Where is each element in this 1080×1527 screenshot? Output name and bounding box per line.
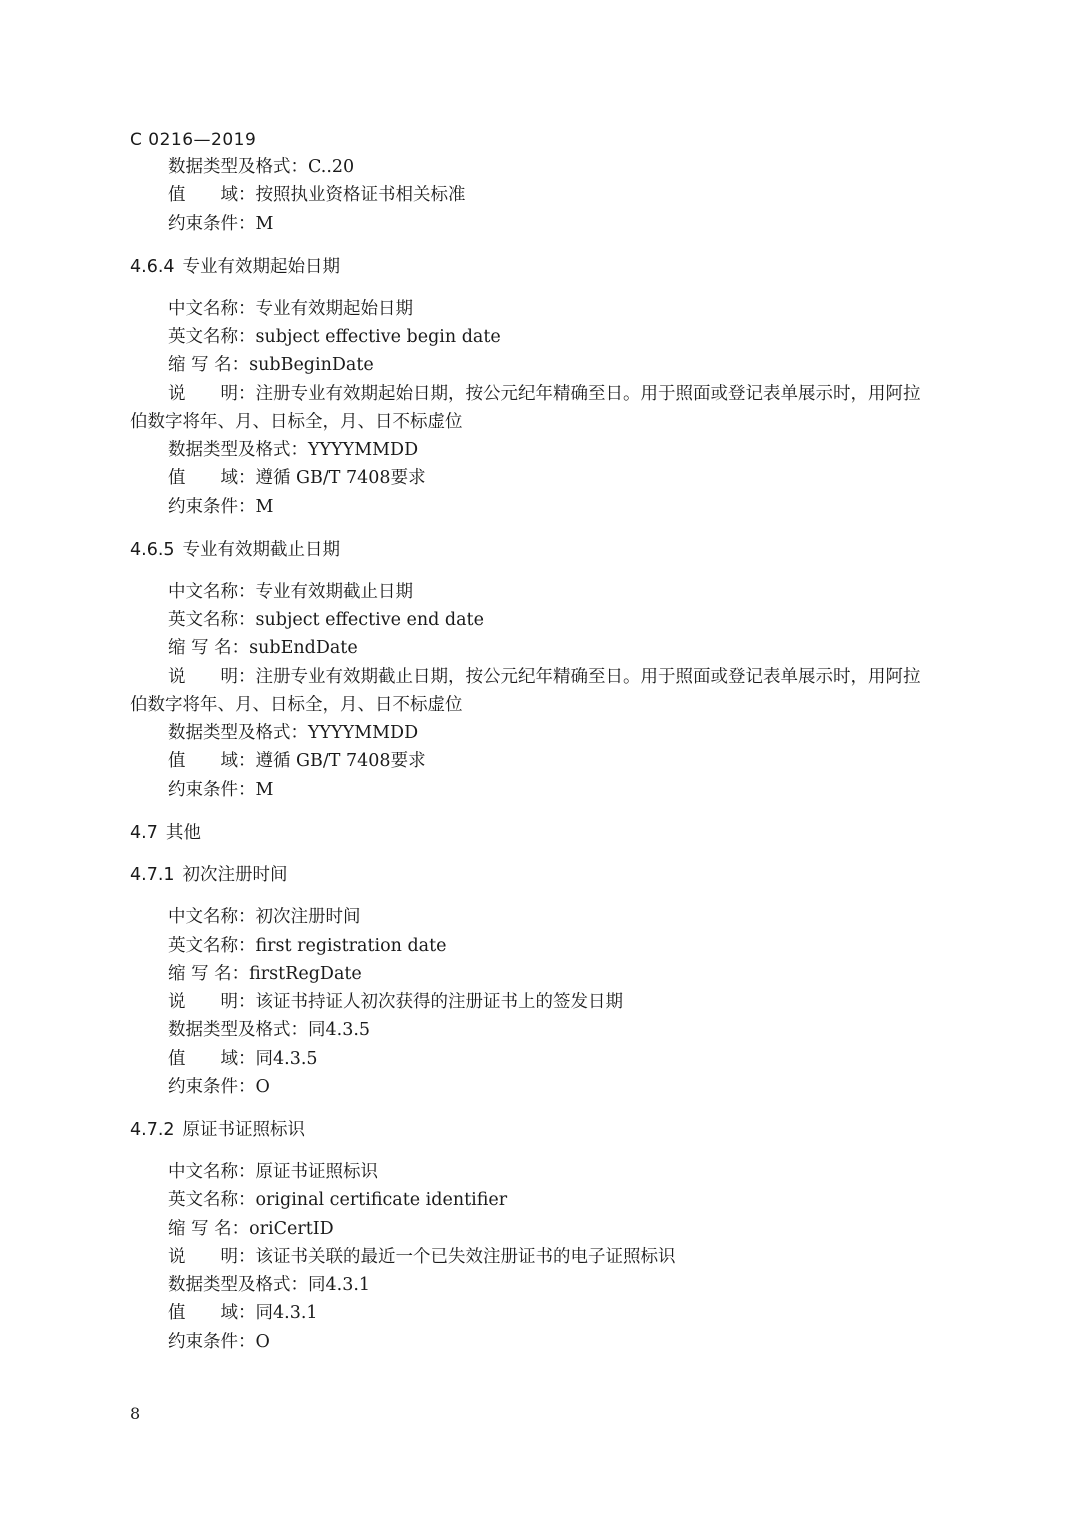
section-heading-4-7-2 [130, 1118, 305, 1142]
field-english-name: 英文名称：original certificate identifier [168, 1190, 508, 1210]
section-title: 其他 [165, 823, 201, 843]
field-value-domain: 值 域：同4.3.5 [168, 1049, 318, 1069]
section-heading-4-6-5 [130, 538, 340, 562]
field-constraint: 约束条件：M [168, 780, 274, 800]
field-chinese-name: 中文名称：初次注册时间 [168, 907, 361, 927]
field-constraint: 约束条件：M [168, 214, 274, 234]
field-value-domain: 值 域：按照执业资格证书相关标准 [168, 185, 466, 205]
field-abbreviation: 缩 写 名：subBeginDate [168, 355, 374, 375]
field-value-domain: 值 域：遵循 GB/T 7408要求 [168, 751, 426, 771]
page-number: 8 [130, 1404, 141, 1423]
field-constraint: 约束条件：O [168, 1332, 270, 1352]
field-constraint: 约束条件：M [168, 497, 274, 517]
section-number: 4.6.4 [130, 257, 175, 277]
standard-code: C 0216—2019 [130, 130, 257, 150]
field-data-format: 数据类型及格式：同4.3.5 [168, 1020, 371, 1040]
field-chinese-name: 中文名称：专业有效期截止日期 [168, 582, 413, 602]
field-abbreviation: 缩 写 名：subEndDate [168, 638, 358, 658]
field-data-format: 数据类型及格式：YYYYMMDD [168, 723, 419, 743]
field-english-name: 英文名称：subject effective begin date [168, 327, 501, 347]
section-title: 原证书证照标识 [182, 1120, 306, 1140]
field-description-cont: 伯数字将年、月、日标全，月、日不标虚位 [130, 412, 463, 432]
field-constraint: 约束条件：O [168, 1077, 270, 1097]
field-abbreviation: 缩 写 名：oriCertID [168, 1219, 334, 1239]
section-number: 4.7.1 [130, 865, 175, 885]
section-heading-4-7-1 [130, 863, 288, 887]
field-data-format: 数据类型及格式：YYYYMMDD [168, 440, 419, 460]
field-chinese-name: 中文名称：原证书证照标识 [168, 1162, 378, 1182]
field-abbreviation: 缩 写 名：firstRegDate [168, 964, 362, 984]
section-title: 初次注册时间 [182, 865, 288, 885]
field-english-name: 英文名称：subject effective end date [168, 610, 484, 630]
field-description: 说 明：该证书持证人初次获得的注册证书上的签发日期 [168, 992, 623, 1012]
field-description-cont: 伯数字将年、月、日标全，月、日不标虚位 [130, 695, 463, 715]
section-heading-4-7 [130, 821, 201, 845]
field-description: 说 明：注册专业有效期起始日期，按公元纪年精确至日。用于照面或登记表单展示时，用阿拉 [168, 384, 921, 404]
section-number: 4.7 [130, 823, 158, 843]
field-description: 说 明：该证书关联的最近一个已失效注册证书的电子证照标识 [168, 1247, 676, 1267]
field-description: 说 明：注册专业有效期截止日期，按公元纪年精确至日。用于照面或登记表单展示时，用阿拉 [168, 667, 921, 687]
section-number: 4.6.5 [130, 540, 175, 560]
section-title: 专业有效期起始日期 [182, 257, 341, 277]
field-data-format: 数据类型及格式：C..20 [168, 157, 355, 177]
section-number: 4.7.2 [130, 1120, 175, 1140]
field-value-domain: 值 域：同4.3.1 [168, 1303, 318, 1323]
section-heading-4-6-4 [130, 255, 340, 279]
field-data-format: 数据类型及格式：同4.3.1 [168, 1275, 371, 1295]
section-title: 专业有效期截止日期 [182, 540, 341, 560]
field-chinese-name: 中文名称：专业有效期起始日期 [168, 299, 413, 319]
field-english-name: 英文名称：first registration date [168, 936, 447, 956]
field-value-domain: 值 域：遵循 GB/T 7408要求 [168, 468, 426, 488]
